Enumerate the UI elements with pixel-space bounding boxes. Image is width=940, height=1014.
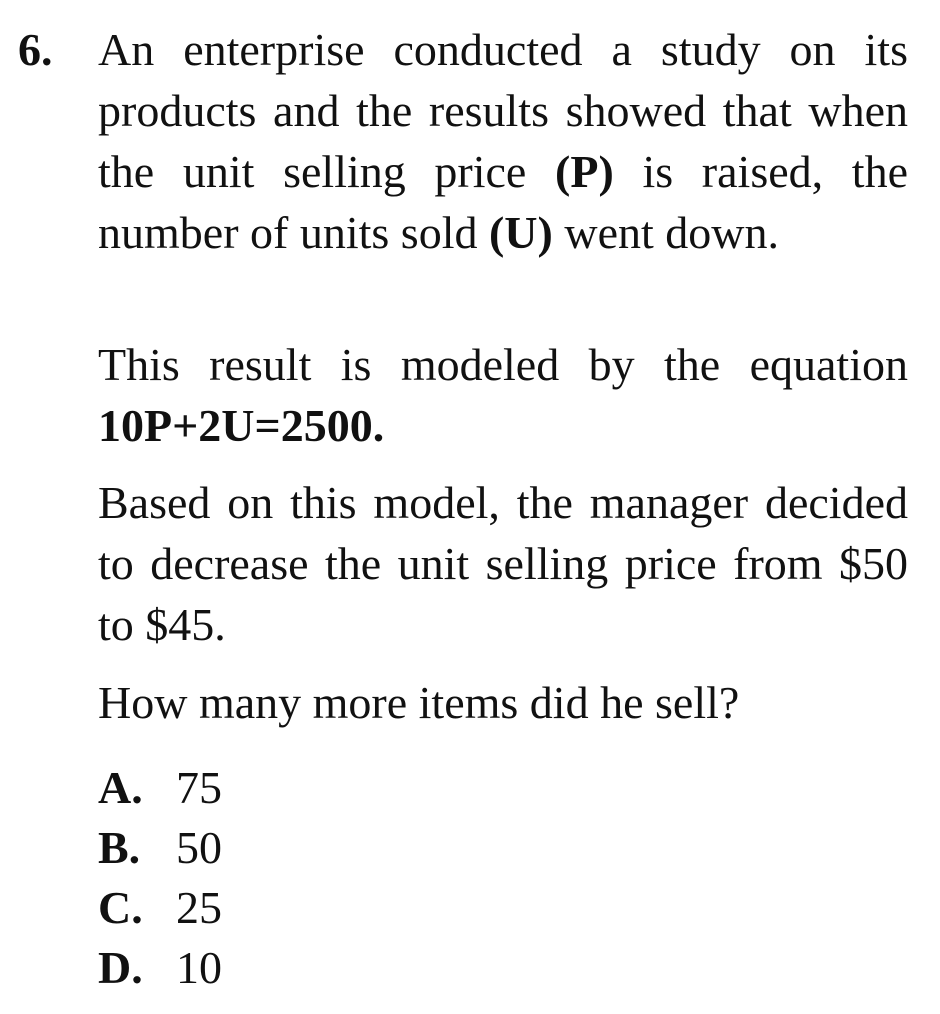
- choice-c[interactable]: [98, 878, 222, 938]
- choice-letter: C.: [98, 882, 143, 933]
- choice-b[interactable]: [98, 818, 222, 878]
- price-variable-label: (P): [555, 146, 614, 197]
- choice-value: 10: [176, 942, 222, 993]
- choice-letter: A.: [98, 762, 143, 813]
- model-paragraph: [98, 334, 908, 456]
- choice-letter: D.: [98, 942, 143, 993]
- model-equation: 10P+2U=2500.: [98, 400, 385, 451]
- intro-text-part-3: went down.: [552, 207, 779, 258]
- choice-letter: B.: [98, 822, 141, 873]
- intro-text-part-1: An enterprise conducted a study on its products and the results showed that when the unit selling price: [98, 24, 908, 197]
- question-intro-paragraph: [98, 19, 908, 263]
- choice-value: 75: [176, 762, 222, 813]
- choice-value: 25: [176, 882, 222, 933]
- question-number: 6.: [18, 24, 53, 75]
- choice-a[interactable]: [98, 758, 222, 818]
- scenario-paragraph: Based on this model, the manager decided to decrease the unit selling price from $50 to $45.: [98, 477, 908, 650]
- units-variable-label: (U): [488, 207, 553, 258]
- intro-text-part-2: is raised, the number of units sold: [98, 146, 908, 258]
- model-text: This result is modeled by the equation: [98, 339, 908, 390]
- question-prompt: How many more items did he sell?: [98, 677, 740, 728]
- choice-value: 50: [176, 822, 222, 873]
- choice-d[interactable]: [98, 938, 222, 998]
- answer-choices: [98, 758, 222, 998]
